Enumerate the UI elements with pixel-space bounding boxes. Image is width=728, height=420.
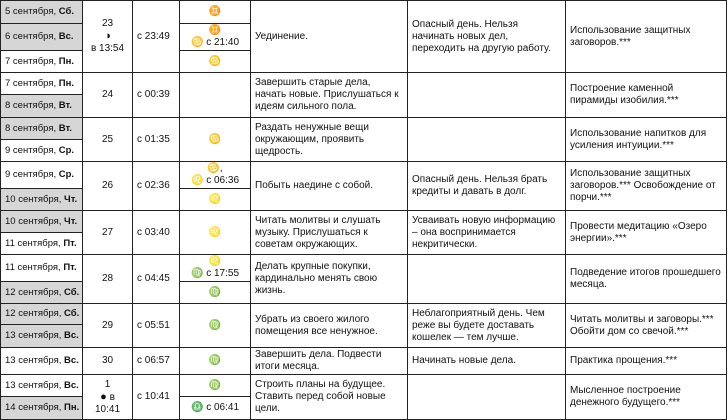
recommendation-cell: Раздать ненужные вещи окружающим, проявить щедрость. [251,118,408,162]
leo-icon: ♌ [208,226,222,238]
recommendation-cell: Делать крупные покупки, кардинально менять свою жизнь. [251,255,408,304]
gemini-icon: ♊ [208,6,222,17]
zodiac-cell [180,375,251,397]
zodiac-change-time: с 17:55 [206,268,240,279]
zodiac-change-time: с 06:36 [206,175,240,186]
virgo-icon: ♍ [208,286,222,298]
cancer-icon: ♋ [208,133,222,145]
date-cell: 10 сентября, Чт. [1,211,83,233]
lunar-day-number: 30 [83,348,133,375]
warning-cell: Опасный день. Нельзя начинать новых дел, переходить на другую работу. [408,1,566,73]
recommendation-cell: Побыть наедине с собой. [251,162,408,211]
date-cell: 6 сентября, Вс. [1,24,83,51]
ritual-cell: Построение каменной пирамиды изобилия.*** [566,73,727,118]
ritual-cell: Практика прощения.*** [566,348,727,375]
new-moon-icon: ● [100,390,107,403]
lunar-day-number: 28 [83,255,133,304]
moon-rise-time: с 06:57 [133,348,180,375]
zodiac-change-time: с 06:41 [206,402,240,413]
virgo-icon: ♍ [208,355,222,366]
ritual-cell: Провести медитацию «Озеро энергии».*** [566,211,727,255]
leo-icon: ♌ [208,256,222,267]
zodiac-cell [180,304,251,348]
warning-cell [408,255,566,304]
lunar-day-number: 23 [101,18,114,29]
warning-cell: Усваивать новую информацию – она воспринимается некритически. [408,211,566,255]
date-cell: 7 сентября, Пн. [1,73,83,95]
date-cell: 11 сентября, Пт. [1,255,83,282]
moon-rise-time: с 10:41 [133,375,180,420]
virgo-icon: ♍ [208,319,222,331]
date-cell: 7 сентября, Пн. [1,51,83,73]
ritual-cell: Мысленное построение денежного будущего.*** [566,375,727,420]
date-cell: 14 сентября, Пн. [1,397,83,420]
moon-rise-time: с 05:51 [133,304,180,348]
lunar-day-cell [83,1,133,73]
cancer-icon: ♋ [190,37,204,48]
date-cell: 8 сентября, Вт. [1,118,83,140]
gemini-icon: ♊ [208,25,222,36]
zodiac-cell [180,189,251,211]
lunar-day-number: 25 [83,118,133,162]
date-cell: 5 сентября, Сб. [1,1,83,24]
zodiac-cell [180,255,251,282]
date-cell: 12 сентября, Сб. [1,282,83,304]
date-cell: 8 сентября, Вт. [1,95,83,118]
recommendation-cell: Строить планы на будущее. Ставить перед собой новые цели. [251,375,408,420]
recommendation-cell: Завершить старые дела, начать новые. Прислушаться к идеям сильного пола. [251,73,408,118]
recommendation-cell: Читать молитвы и слушать музыку. Прислушаться к советам окружающих. [251,211,408,255]
zodiac-cell [180,211,251,255]
recommendation-cell: Убрать из своего жилого помещения все ненужное. [251,304,408,348]
libra-icon: ♎ [190,402,204,413]
moon-rise-time: с 00:39 [133,73,180,118]
date-cell: 13 сентября, Вс. [1,348,83,375]
date-cell: 9 сентября, Ср. [1,140,83,162]
ritual-cell: Читать молитвы и заговоры.*** Обойти дом со свечой.*** [566,304,727,348]
zodiac-cell [180,24,251,51]
date-cell: 13 сентября, Вс. [1,325,83,348]
ritual-cell: Использование напитков для усиления интуиции.*** [566,118,727,162]
lunar-day-number: 27 [83,211,133,255]
zodiac-cell [180,51,251,73]
moon-rise-time: с 03:40 [133,211,180,255]
leo-icon: ♌ [190,175,204,186]
lunar-day-number: 24 [83,73,133,118]
date-cell: 9 сентября, Ср. [1,162,83,189]
moon-rise-time: с 23:49 [133,1,180,73]
phase-time: в 10:41 [94,391,121,415]
zodiac-cell [180,1,251,24]
moon-rise-time: с 01:35 [133,118,180,162]
zodiac-cell [180,348,251,375]
warning-cell [408,118,566,162]
lunar-day-cell [83,375,133,420]
moon-rise-time: с 02:36 [133,162,180,211]
phase-time: в 13:54 [90,43,125,54]
ritual-cell: Подведение итогов прошедшего месяца. [566,255,727,304]
zodiac-cell [180,73,251,118]
virgo-icon: ♍ [190,268,204,279]
last-quarter-moon-icon: ◑ [104,30,111,42]
warning-cell: Опасный день. Нельзя брать кредиты и давать в долг. [408,162,566,211]
warning-cell: Неблагоприятный день. Чем реже вы будете доставать кошелек — тем лучше. [408,304,566,348]
zodiac-cell [180,162,251,189]
zodiac-cell [180,397,251,420]
date-cell: 13 сентября, Вс. [1,375,83,397]
zodiac-cell [180,282,251,304]
cancer-icon: ♋, [207,163,223,174]
cancer-icon: ♋ [208,55,222,67]
warning-cell [408,73,566,118]
lunar-day-number: 26 [83,162,133,211]
recommendation-cell: Уединение. [251,1,408,73]
date-cell: 11 сентября, Пт. [1,233,83,255]
ritual-cell: Использование защитных заговоров.*** Освобождение от порчи.*** [566,162,727,211]
recommendation-cell: Завершить дела. Подвести итоги месяца. [251,348,408,375]
moon-rise-time: с 04:45 [133,255,180,304]
virgo-icon: ♍ [208,379,222,391]
ritual-cell: Использование защитных заговоров.*** [566,1,727,73]
leo-icon: ♌ [208,193,222,205]
date-cell: 12 сентября, Сб. [1,304,83,325]
zodiac-cell [180,118,251,162]
lunar-day-number: 29 [83,304,133,348]
zodiac-change-time: с 21:40 [206,37,240,48]
lunar-day-number: 1 [104,378,111,390]
date-cell: 10 сентября, Чт. [1,189,83,211]
warning-cell [408,375,566,420]
warning-cell: Начинать новые дела. [408,348,566,375]
